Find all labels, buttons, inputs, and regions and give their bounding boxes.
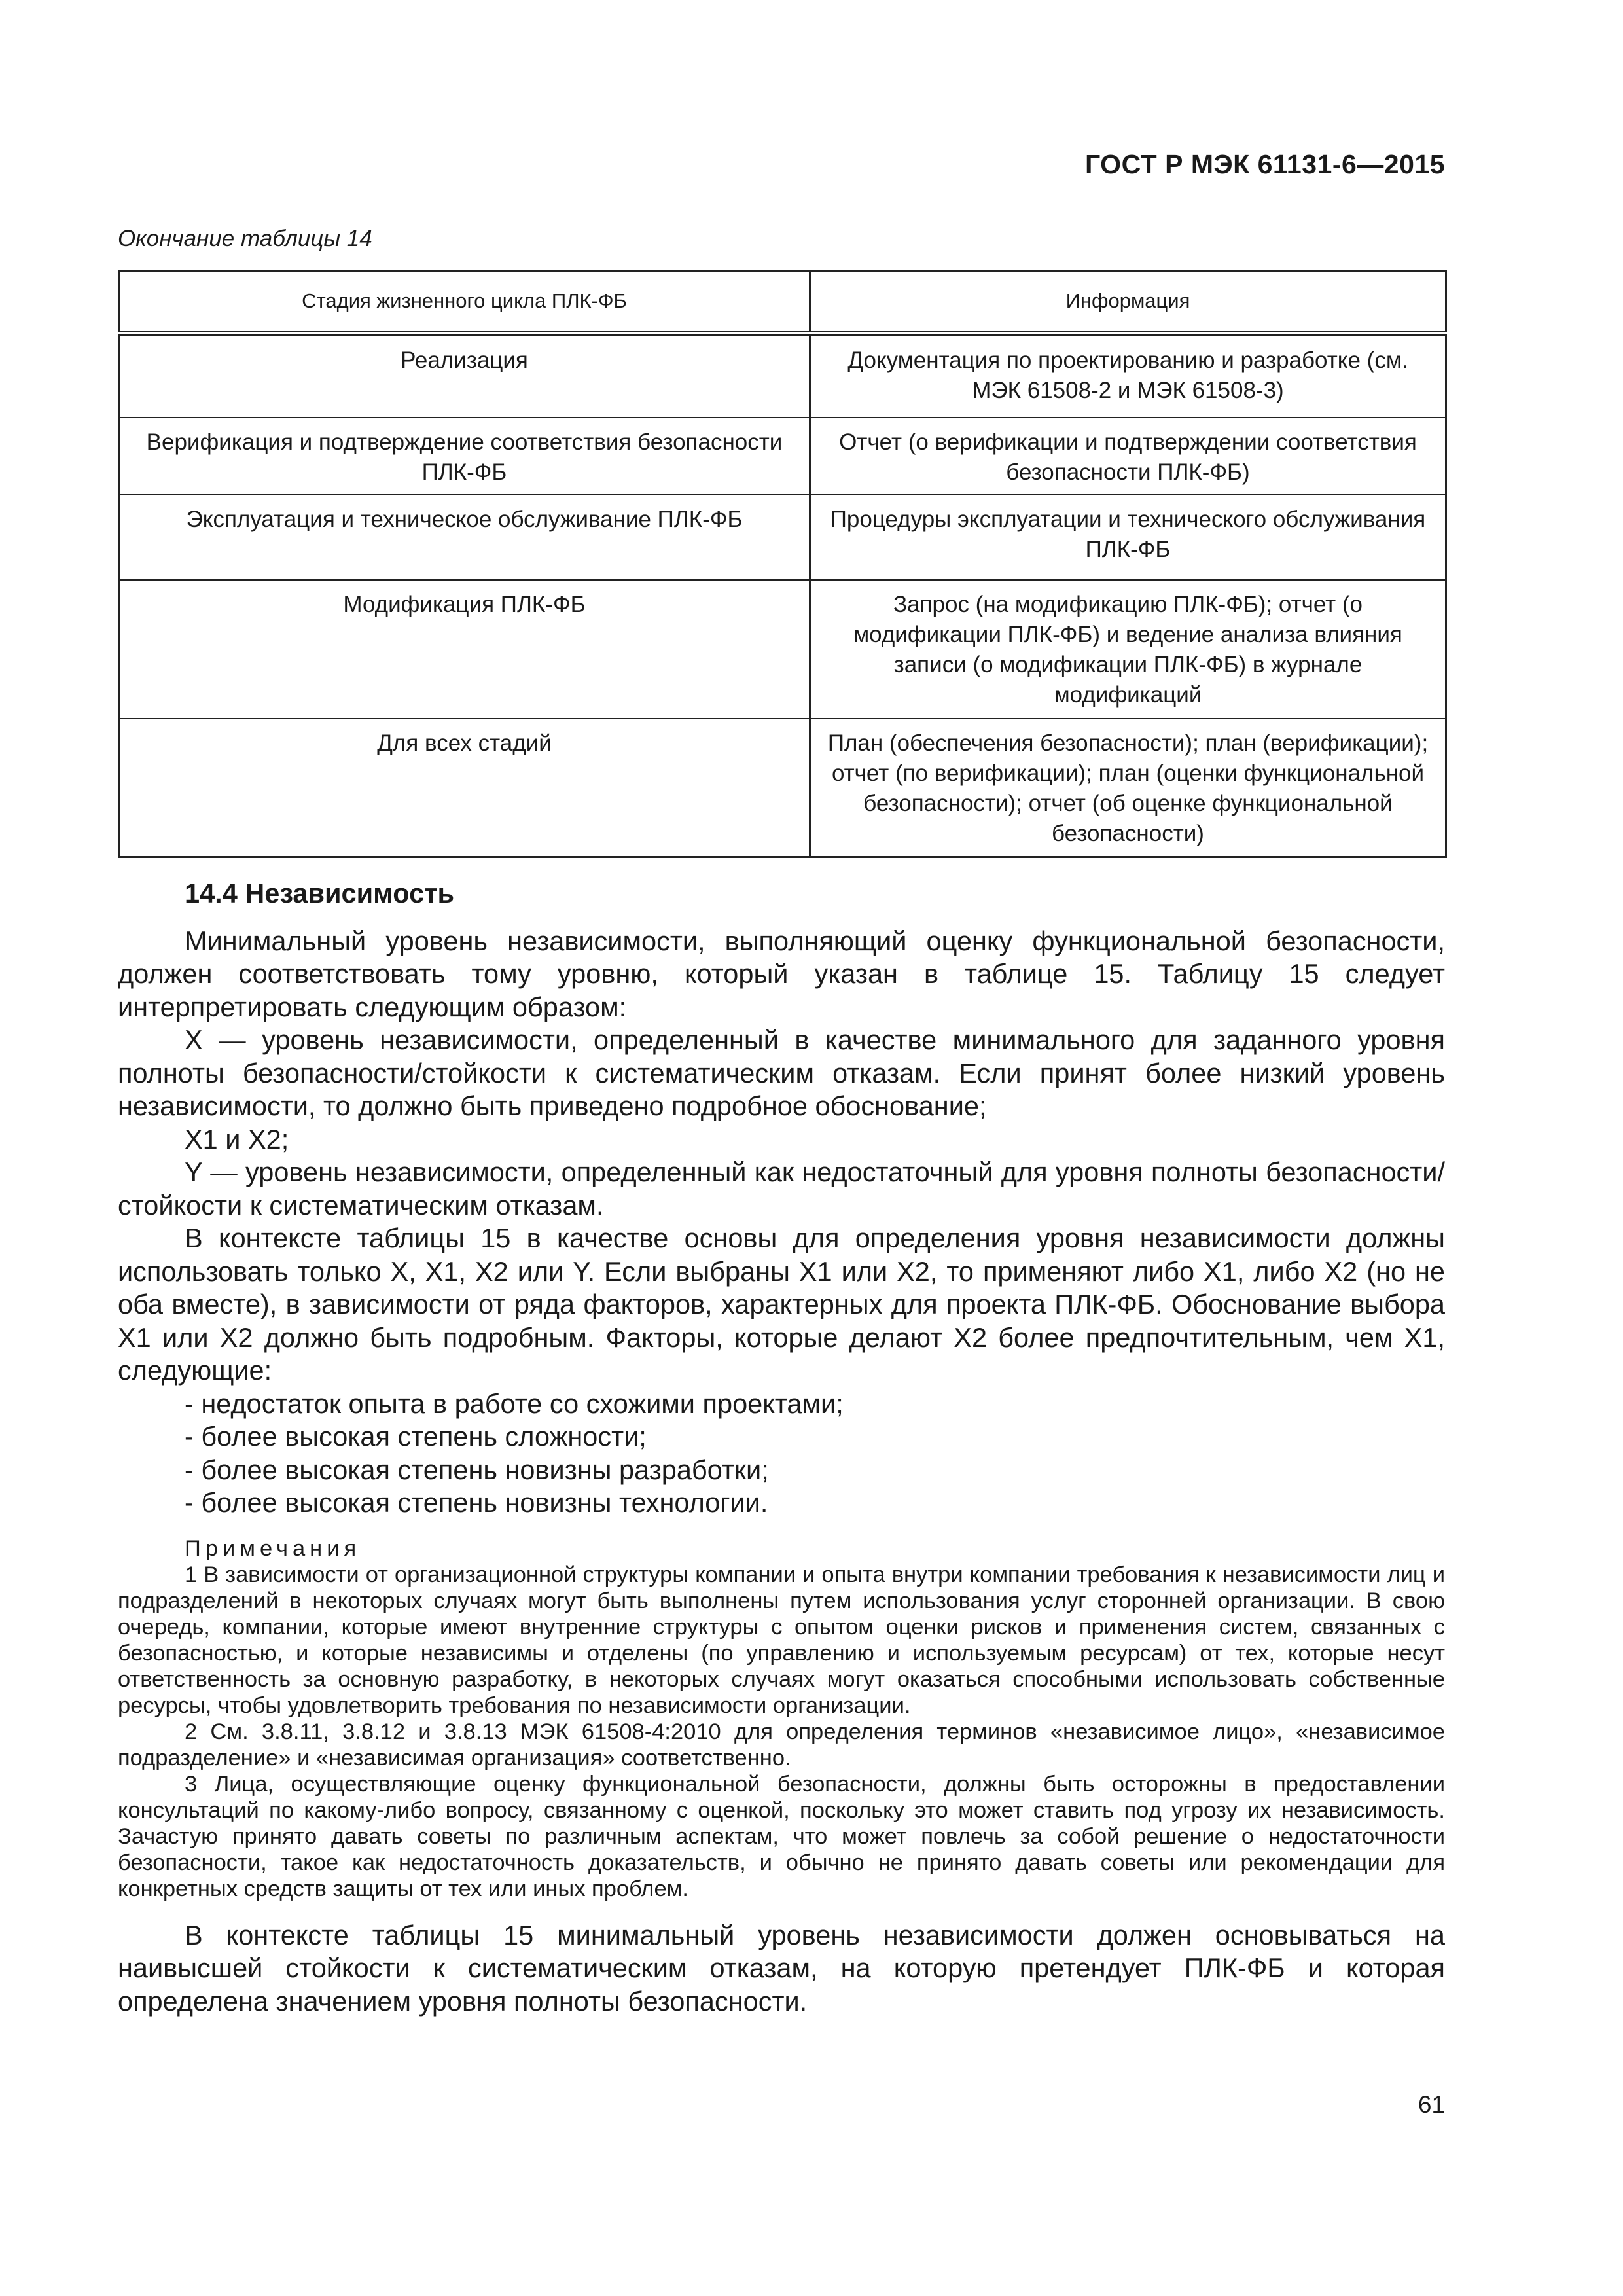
note-item: 1 В зависимости от организационной структуры компании и опыта внутри компании требования к независимости лиц и подразделений в некоторых случаях могут быть выполнены путем использования услуг сторонней организации. В свою очередь, компании, которые имеют внутренние структуры с опытом оценки рисков и применения систем, связанных с безопасностью, и которые независимы и отделены (по управлению и используемым ресурсам) от тех, которые несут ответственность за основную разработку, в некоторых случаях могут оказаться способными использовать собственные ресурсы, чтобы удовлетворить требования по независимости организации. (118, 1562, 1445, 1718)
page-number: 61 (1418, 2091, 1445, 2118)
document-header: ГОСТ Р МЭК 61131-6—2015 (1084, 149, 1445, 179)
section-body (118, 877, 1445, 2018)
section-title: 14.4 Независимость (185, 878, 455, 908)
table-caption: Окончание таблицы 14 (118, 226, 372, 251)
table-cell-stage: Верификация и подтверждение соответствия безопасности ПЛК-ФБ (119, 418, 810, 495)
column-header-stage: Стадия жизненного цикла ПЛК-ФБ (119, 271, 810, 334)
lifecycle-table (118, 270, 1447, 858)
table-cell-stage: Реализация (119, 334, 810, 418)
list-item: - более высокая степень новизны технологии. (185, 1487, 768, 1518)
table-row (119, 334, 1446, 418)
table-cell-stage: Для всех стадий (119, 719, 810, 857)
table-cell-info: Документация по проектированию и разработке (см. МЭК 61508-2 и МЭК 61508-3) (810, 334, 1446, 418)
table-cell-info: План (обеспечения безопасности); план (верификации); отчет (по верификации); план (оценки функциональной безопасности); отчет (об оценке функциональной безопасности) (810, 719, 1446, 857)
paragraph: X1 и X2; (185, 1123, 289, 1155)
notes-title: Примечания (185, 1535, 361, 1561)
table-row (119, 418, 1446, 495)
paragraph: Y — уровень независимости, определенный как недостаточный для уровня полноты безопасности/стойкости к систематическим отказам. (118, 1157, 1445, 1221)
note-item: 2 См. 3.8.11, 3.8.12 и 3.8.13 МЭК 61508-4:2010 для определения терминов «независимое лицо», «независимое подразделение» и «независимая организация» соответственно. (118, 1719, 1445, 1770)
list-item: - недостаток опыта в работе со схожими проектами; (185, 1388, 844, 1419)
table-row (119, 495, 1446, 580)
list-item: - более высокая степень сложности; (185, 1421, 647, 1452)
paragraph: В контексте таблицы 15 в качестве основы для определения уровня независимости должны использовать только X, X1, X2 или Y. Если выбраны X1 или X2, то применяют либо X1, либо X2 (но не оба вместе), в зависимости от ряда факторов, характерных для проекта ПЛК-ФБ. Обоснование выбора X1 или X2 должно быть подробным. Факторы, которые делают X2 более предпочтительным, чем X1, следующие: (118, 1223, 1445, 1386)
table-row (119, 719, 1446, 857)
notes-block (118, 1535, 1445, 1902)
paragraph: В контексте таблицы 15 минимальный уровень независимости должен основываться на наивысшей стойкости к систематическим отказам, на которую претендует ПЛК-ФБ и которая определена значением уровня полноты безопасности. (118, 1919, 1445, 2017)
note-item: 3 Лица, осуществляющие оценку функциональной безопасности, должны быть осторожны в предоставлении консультаций по какому-либо вопросу, связанному с оценкой, поскольку это может ставить под угрозу их независимость. Зачастую принято давать советы по различным аспектам, что может повлечь за собой решение о недостаточности безопасности, такое как недостаточность доказательств, и обычно не принято давать советы или рекомендации для конкретных средств защиты от тех или иных проблем. (118, 1771, 1445, 1901)
column-header-info: Информация (810, 271, 1446, 334)
table-row (119, 580, 1446, 719)
table-cell-stage: Эксплуатация и техническое обслуживание ПЛК-ФБ (119, 495, 810, 580)
paragraph: Минимальный уровень независимости, выполняющий оценку функциональной безопасности, должен соответствовать тому уровню, который указан в таблице 15. Таблицу 15 следует интерпретировать следующим образом: (118, 925, 1445, 1022)
table-cell-info: Отчет (о верификации и подтверждении соответствия безопасности ПЛК-ФБ) (810, 418, 1446, 495)
paragraph: X — уровень независимости, определенный в качестве минимального для заданного уровня полноты безопасности/стойкости к систематическим отказам. Если принят более низкий уровень независимости, то должно быть приведено подробное обоснование; (118, 1024, 1445, 1121)
table-cell-info: Процедуры эксплуатации и технического обслуживания ПЛК-ФБ (810, 495, 1446, 580)
table-cell-stage: Модификация ПЛК-ФБ (119, 580, 810, 719)
list-item: - более высокая степень новизны разработки; (185, 1454, 769, 1485)
table-header-row (119, 271, 1446, 334)
table-cell-info: Запрос (на модификацию ПЛК-ФБ); отчет (о модификации ПЛК-ФБ) и ведение анализа влияния записи (о модификации ПЛК-ФБ) в журнале модификаций (810, 580, 1446, 719)
